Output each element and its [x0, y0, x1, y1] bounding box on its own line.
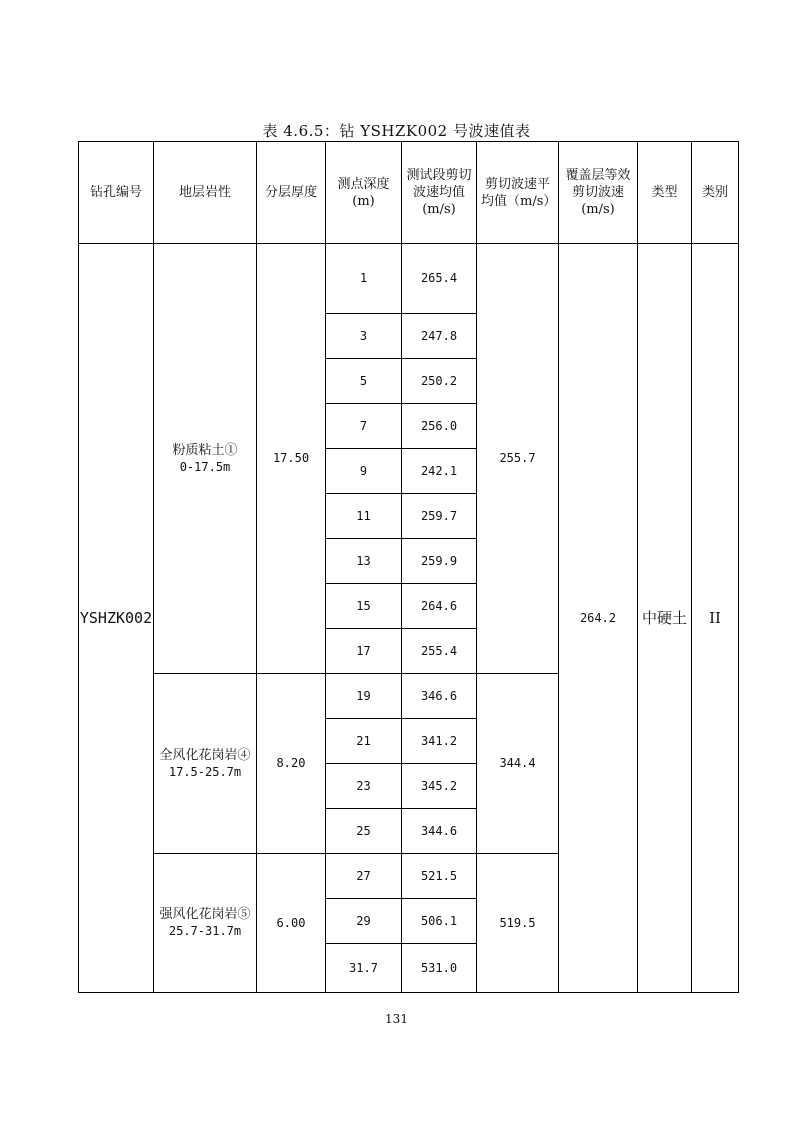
- avg-speed-cell: 519.5: [477, 854, 559, 993]
- speed-cell: 346.6: [402, 674, 477, 719]
- speed-cell: 531.0: [402, 944, 477, 993]
- stratum-cell: [154, 244, 257, 674]
- speed-cell: 242.1: [402, 449, 477, 494]
- site-category-cell: II: [692, 244, 739, 993]
- avg-speed-cell: 344.4: [477, 674, 559, 854]
- stratum-name: 全风化花岗岩④: [159, 747, 251, 763]
- avg-speed-cell: 255.7: [477, 244, 559, 674]
- header-type: 类型: [638, 142, 692, 244]
- speed-cell: 255.4: [402, 629, 477, 674]
- header-depth: 测点深度(m): [326, 142, 402, 244]
- speed-cell: 521.5: [402, 854, 477, 899]
- stratum-cell: [154, 674, 257, 854]
- table-row: [79, 244, 739, 314]
- stratum-cell: [154, 854, 257, 993]
- speed-cell: 341.2: [402, 719, 477, 764]
- depth-cell: 5: [326, 359, 402, 404]
- header-row: [79, 142, 739, 244]
- thickness-cell: 17.50: [257, 244, 326, 674]
- depth-cell: 7: [326, 404, 402, 449]
- stratum-range: 25.7-31.7m: [168, 924, 242, 938]
- depth-cell: 13: [326, 539, 402, 584]
- header-hole: 钻孔编号: [79, 142, 154, 244]
- speed-cell: 250.2: [402, 359, 477, 404]
- speed-cell: 259.7: [402, 494, 477, 539]
- depth-cell: 1: [326, 244, 402, 314]
- speed-cell: 345.2: [402, 764, 477, 809]
- soil-type-cell: 中硬土: [638, 244, 692, 993]
- equiv-speed-cell: 264.2: [559, 244, 638, 993]
- depth-cell: 21: [326, 719, 402, 764]
- depth-cell: 29: [326, 899, 402, 944]
- header-equiv-speed: 覆盖层等效剪切波速(m/s): [559, 142, 638, 244]
- header-category: 类别: [692, 142, 739, 244]
- hole-id-cell: YSHZK002: [79, 244, 154, 993]
- header-thickness: 分层厚度: [257, 142, 326, 244]
- header-avg-speed: 剪切波速平均值（m/s）: [477, 142, 559, 244]
- speed-cell: 264.6: [402, 584, 477, 629]
- header-segment-speed: 测试段剪切波速均值(m/s): [402, 142, 477, 244]
- speed-cell: 247.8: [402, 314, 477, 359]
- depth-cell: 15: [326, 584, 402, 629]
- wave-speed-table: [78, 141, 739, 993]
- depth-cell: 19: [326, 674, 402, 719]
- stratum-name: 粉质粘土①: [172, 442, 238, 458]
- depth-cell: 25: [326, 809, 402, 854]
- stratum-range: 17.5-25.7m: [168, 764, 242, 779]
- speed-cell: 506.1: [402, 899, 477, 944]
- speed-cell: 259.9: [402, 539, 477, 584]
- depth-cell: 23: [326, 764, 402, 809]
- page-number: 131: [385, 1012, 408, 1026]
- depth-cell: 17: [326, 629, 402, 674]
- stratum-name: 强风化花岗岩⑤: [159, 907, 251, 922]
- stratum-range: 0-17.5m: [179, 459, 231, 474]
- speed-cell: 344.6: [402, 809, 477, 854]
- depth-cell: 9: [326, 449, 402, 494]
- depth-cell: 31.7: [326, 944, 402, 993]
- header-stratum: 地层岩性: [154, 142, 257, 244]
- speed-cell: 256.0: [402, 404, 477, 449]
- table-caption: 表 4.6.5：钻 YSHZK002 号波速值表: [262, 122, 531, 140]
- thickness-cell: 6.00: [257, 854, 326, 993]
- depth-cell: 3: [326, 314, 402, 359]
- speed-cell: 265.4: [402, 244, 477, 314]
- depth-cell: 27: [326, 854, 402, 899]
- thickness-cell: 8.20: [257, 674, 326, 854]
- depth-cell: 11: [326, 494, 402, 539]
